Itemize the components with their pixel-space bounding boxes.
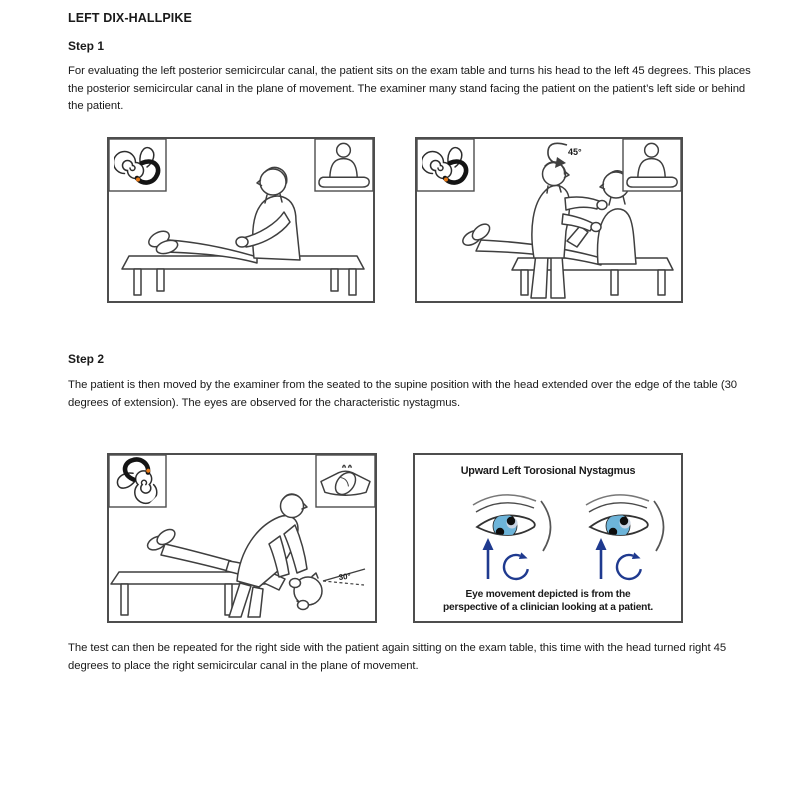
nystagmus-caption-line1: Eye movement depicted is from the (465, 589, 631, 600)
nystagmus-caption-line2: perspective of a clinician looking at a patient. (442, 602, 654, 613)
rotation-angle-label: 45° (568, 147, 582, 157)
step2-heading: Step 2 (68, 352, 105, 366)
up-arrow-icon (483, 538, 494, 579)
figure-step1-patient-seated (107, 137, 375, 303)
left-eye-illustration (473, 495, 551, 579)
step1-paragraph: For evaluating the left posterior semicircular canal, the patient sits on the exam table and turns his head to the left 45 degrees. This places the posterior semicircular canal in the plane of movement. The examiner many stand facing the patient on the patient’s left side or behind the patient. (68, 65, 751, 113)
torsional-rotation-arrow-icon (504, 552, 528, 579)
figure-step2-supine (107, 453, 377, 623)
torsional-rotation-arrow-icon (617, 552, 641, 579)
page-title: LEFT DIX-HALLPIKE (68, 11, 192, 25)
up-arrow-icon (596, 538, 607, 579)
step2-paragraph: The patient is then moved by the examiner from the seated to the supine position with the head extended over the edge of the table (30 degrees of extension). The eyes are observed for the characteristic nystagmus. (68, 379, 738, 409)
extension-angle-label: 30° (338, 571, 352, 582)
right-eye-illustration (586, 495, 664, 579)
closing-paragraph: The test can then be repeated for the right side with the patient again sitting on the exam table, this time with the head turned right 45 degrees to place the right semicircular canal in the plane of movement. (68, 642, 727, 672)
figure-nystagmus-diagram (413, 453, 683, 623)
figure-step1-head-turn (415, 137, 683, 303)
step1-heading: Step 1 (68, 39, 105, 53)
nystagmus-title: Upward Left Torosional Nystagmus (460, 465, 636, 477)
nystagmus-eyes-illustration (415, 479, 681, 589)
